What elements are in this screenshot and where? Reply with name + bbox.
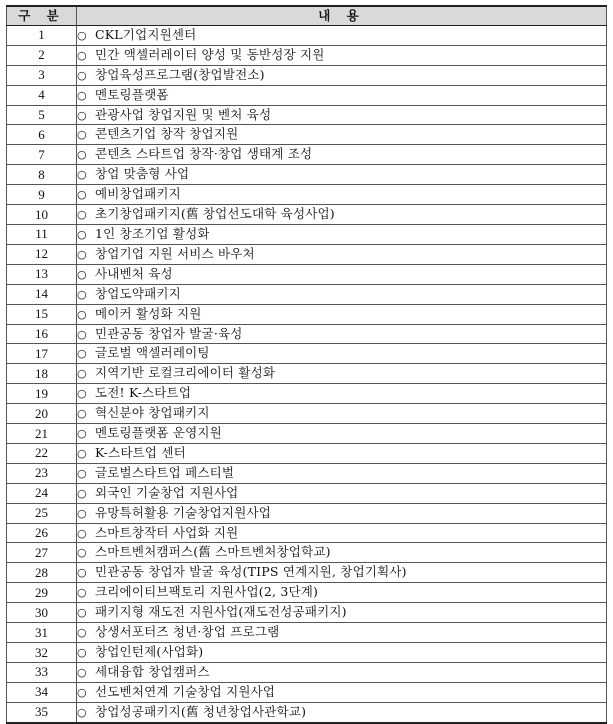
table-row [7, 364, 607, 384]
circle-bullet-icon: ○ [77, 28, 87, 42]
table-row [7, 623, 607, 643]
table-row [7, 483, 607, 503]
circle-bullet-icon: ○ [77, 227, 87, 241]
row-number: 20 [7, 404, 77, 424]
circle-bullet-icon: ○ [77, 646, 87, 659]
row-content [77, 145, 607, 165]
row-content [77, 563, 607, 583]
circle-bullet-icon: ○ [77, 387, 87, 401]
row-number: 4 [7, 85, 77, 105]
circle-bullet-icon: ○ [77, 327, 87, 341]
circle-bullet-icon: ○ [77, 626, 87, 640]
row-content [77, 384, 607, 404]
table-row [7, 185, 607, 205]
program-name: 스마트창작터 사업화 지원 [95, 524, 239, 540]
table-row [7, 563, 607, 583]
row-number: 21 [7, 424, 77, 444]
circle-bullet-icon: ○ [77, 148, 87, 162]
table-row [7, 682, 607, 702]
row-content [77, 244, 607, 264]
program-name: 콘텐츠기업 창작 창업지원 [95, 126, 239, 142]
table-row [7, 384, 607, 404]
table-row [7, 324, 607, 344]
row-content [77, 603, 607, 623]
circle-bullet-icon: ○ [77, 566, 87, 580]
row-content [77, 483, 607, 503]
table-row [7, 224, 607, 244]
row-content [77, 25, 607, 45]
row-number: 6 [7, 125, 77, 145]
circle-bullet-icon: ○ [77, 287, 87, 301]
circle-bullet-icon: ○ [77, 665, 87, 679]
row-number: 23 [7, 463, 77, 483]
circle-bullet-icon: ○ [77, 188, 87, 202]
circle-bullet-icon: ○ [77, 88, 87, 102]
row-number: 1 [7, 25, 77, 45]
circle-bullet-icon: ○ [77, 247, 87, 261]
program-name: CKL기업지원센터 [95, 26, 197, 42]
table-row [7, 85, 607, 105]
row-number: 33 [7, 662, 77, 682]
row-content [77, 543, 607, 563]
table-row [7, 25, 607, 45]
row-content [77, 105, 607, 125]
table-row [7, 145, 607, 165]
row-number: 13 [7, 264, 77, 284]
circle-bullet-icon: ○ [77, 586, 87, 600]
row-content [77, 324, 607, 344]
circle-bullet-icon: ○ [77, 685, 87, 699]
table-row [7, 424, 607, 444]
program-name: 멘토링플랫폼 운영지원 [95, 425, 222, 441]
row-number: 34 [7, 682, 77, 702]
row-content [77, 583, 607, 603]
program-name: 초기창업패키지(舊 창업선도대학 육성사업) [95, 206, 335, 222]
circle-bullet-icon: ○ [77, 128, 87, 142]
program-name: 관광사업 창업지원 및 벤처 육성 [95, 106, 272, 122]
program-name: 패키지형 재도전 지원사업(재도전성공패키지) [95, 604, 347, 620]
row-content [77, 344, 607, 364]
row-content [77, 224, 607, 244]
table-row [7, 344, 607, 364]
row-content [77, 165, 607, 185]
row-content [77, 185, 607, 205]
table-row [7, 205, 607, 225]
program-name: 세대융합 창업캠퍼스 [95, 663, 210, 679]
row-number: 12 [7, 244, 77, 264]
program-name: 크리에이티브팩토리 지원사업(2, 3단계) [95, 584, 319, 600]
row-content [77, 643, 607, 663]
row-content [77, 125, 607, 145]
row-number: 31 [7, 623, 77, 643]
row-content [77, 623, 607, 643]
row-content [77, 443, 607, 463]
row-number: 9 [7, 185, 77, 205]
table-row [7, 125, 607, 145]
circle-bullet-icon: ○ [77, 526, 87, 540]
table-row [7, 503, 607, 523]
program-name: 창업도약패키지 [95, 285, 181, 301]
program-name: 글로벌스타트업 페스티벌 [95, 464, 235, 480]
table-row [7, 45, 607, 65]
row-number: 35 [7, 702, 77, 722]
program-name: 메이커 활성화 지원 [95, 305, 202, 321]
circle-bullet-icon: ○ [77, 68, 87, 82]
table-row [7, 404, 607, 424]
row-content [77, 364, 607, 384]
table-row [7, 65, 607, 85]
row-number: 10 [7, 205, 77, 225]
row-number: 30 [7, 603, 77, 623]
row-number: 8 [7, 165, 77, 185]
program-name: 창업인턴제(사업화) [95, 644, 204, 659]
program-name: 사내벤처 육성 [95, 265, 173, 281]
circle-bullet-icon: ○ [77, 427, 87, 441]
table-row [7, 543, 607, 563]
circle-bullet-icon: ○ [77, 168, 87, 182]
row-content [77, 463, 607, 483]
program-name: 외국인 기술창업 지원사업 [95, 484, 239, 500]
row-content [77, 205, 607, 225]
row-number: 19 [7, 384, 77, 404]
row-content [77, 662, 607, 682]
row-content [77, 503, 607, 523]
circle-bullet-icon: ○ [77, 446, 87, 460]
row-number: 22 [7, 443, 77, 463]
row-content [77, 702, 607, 722]
circle-bullet-icon: ○ [77, 108, 87, 122]
program-name: 혁신분야 창업패키지 [95, 405, 210, 421]
program-name: 선도벤처연계 기술창업 지원사업 [95, 683, 276, 699]
program-name: 도전! K-스타트업 [95, 385, 192, 401]
row-number: 15 [7, 304, 77, 324]
program-name: K-스타트업 센터 [95, 444, 186, 460]
row-number: 17 [7, 344, 77, 364]
circle-bullet-icon: ○ [77, 466, 87, 480]
circle-bullet-icon: ○ [77, 606, 87, 620]
row-content [77, 85, 607, 105]
circle-bullet-icon: ○ [77, 506, 87, 520]
circle-bullet-icon: ○ [77, 407, 87, 421]
program-name: 멘토링플랫폼 [95, 86, 169, 102]
row-number: 32 [7, 643, 77, 663]
table-row [7, 105, 607, 125]
row-number: 5 [7, 105, 77, 125]
table-row [7, 523, 607, 543]
row-number: 3 [7, 65, 77, 85]
row-number: 2 [7, 45, 77, 65]
table-row [7, 244, 607, 264]
circle-bullet-icon: ○ [77, 705, 87, 719]
program-name: 민관공동 창업자 발굴 육성(TIPS 연계지원, 창업기획사) [95, 564, 407, 580]
row-content [77, 304, 607, 324]
circle-bullet-icon: ○ [77, 367, 87, 381]
row-content [77, 404, 607, 424]
row-content [77, 264, 607, 284]
row-number: 7 [7, 145, 77, 165]
row-number: 14 [7, 284, 77, 304]
row-number: 28 [7, 563, 77, 583]
program-name: 예비창업패키지 [95, 186, 181, 202]
table-row [7, 643, 607, 663]
table-row [7, 284, 607, 304]
table-row [7, 304, 607, 324]
circle-bullet-icon: ○ [77, 546, 87, 560]
column-header-content: 내 용 [77, 6, 607, 25]
table-row [7, 443, 607, 463]
row-number: 25 [7, 503, 77, 523]
program-name: 1인 창조기업 활성화 [95, 225, 210, 241]
program-name: 민관공동 창업자 발굴·육성 [95, 325, 243, 341]
program-name: 창업육성프로그램(창업발전소) [95, 66, 265, 82]
row-number: 26 [7, 523, 77, 543]
program-table [6, 5, 607, 724]
circle-bullet-icon: ○ [77, 208, 87, 222]
row-number: 18 [7, 364, 77, 384]
table-header-row [7, 6, 607, 25]
row-content [77, 284, 607, 304]
program-name: 민간 액셀러레이터 양성 및 동반성장 지원 [95, 46, 325, 62]
table-row [7, 662, 607, 682]
table-row [7, 583, 607, 603]
circle-bullet-icon: ○ [77, 347, 87, 361]
program-name: 상생서포터즈 청년·창업 프로그램 [95, 624, 280, 640]
circle-bullet-icon: ○ [77, 486, 87, 500]
row-content [77, 424, 607, 444]
row-content [77, 682, 607, 702]
program-name: 콘텐츠 스타트업 창작·창업 생태계 조성 [95, 146, 313, 162]
circle-bullet-icon: ○ [77, 267, 87, 281]
column-header-number: 구 분 [7, 6, 77, 25]
row-content [77, 45, 607, 65]
program-name: 창업성공패키지(舊 청년창업사관학교) [95, 703, 307, 719]
row-content [77, 65, 607, 85]
circle-bullet-icon: ○ [77, 307, 87, 321]
table-body [7, 25, 607, 722]
program-name: 창업 맞춤형 사업 [95, 166, 190, 182]
program-name: 지역기반 로컬크리에이터 활성화 [95, 365, 276, 381]
table-row [7, 702, 607, 722]
table-row [7, 603, 607, 623]
row-number: 27 [7, 543, 77, 563]
table-row [7, 264, 607, 284]
row-number: 11 [7, 224, 77, 244]
row-number: 16 [7, 324, 77, 344]
program-name: 창업기업 지원 서비스 바우처 [95, 245, 255, 261]
program-name: 글로벌 액셀러레이팅 [95, 345, 210, 361]
row-content [77, 523, 607, 543]
table-row [7, 463, 607, 483]
row-number: 29 [7, 583, 77, 603]
program-name: 유망특허활용 기술창업지원사업 [95, 504, 272, 520]
program-name: 스마트벤처캠퍼스(舊 스마트벤처창업학교) [95, 544, 331, 560]
circle-bullet-icon: ○ [77, 48, 87, 62]
row-number: 24 [7, 483, 77, 503]
table-row [7, 165, 607, 185]
